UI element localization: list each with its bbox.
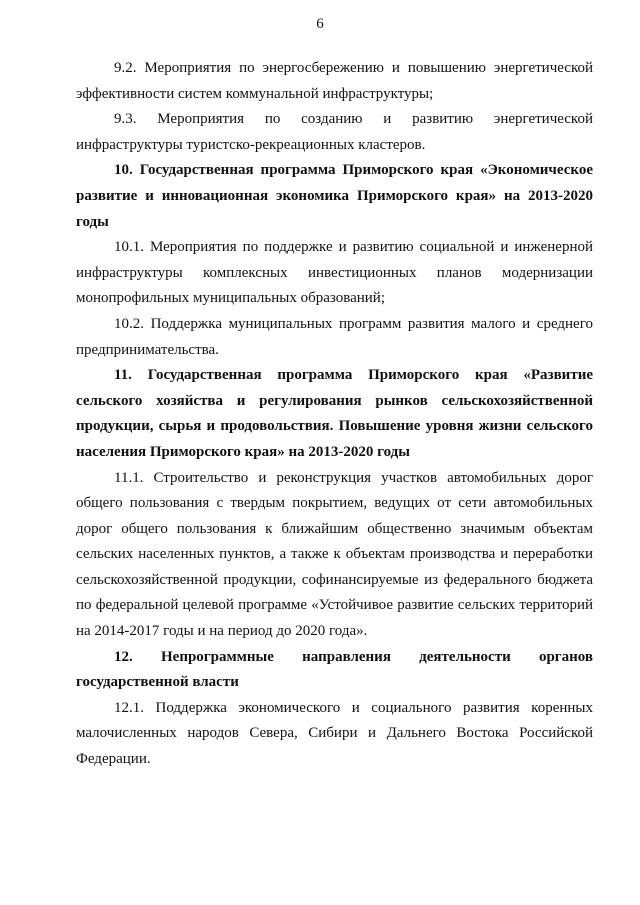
paragraph-10-2: 10.2. Поддержка муниципальных программ развития малого и среднего предпринимательства. xyxy=(76,315,593,358)
document-body xyxy=(76,56,593,773)
paragraph-10-1: 10.1. Мероприятия по поддержке и развитию социальной и инженерной инфраструктуры комплексных инвестиционных планов модернизации монопрофильных муниципальных образований; xyxy=(76,239,593,307)
page-number: 6 xyxy=(316,16,324,32)
paragraph-9-2: 9.2. Мероприятия по энергосбережению и повышению энергетической эффективности систем коммунальной инфраструктуры; xyxy=(76,60,593,102)
paragraph-9-3: 9.3. Мероприятия по созданию и развитию энергетической инфраструктуры туристско-рекреационных кластеров. xyxy=(76,111,593,153)
section-heading-12: 12. Непрограммные направления деятельности органов государственной власти xyxy=(76,648,593,691)
paragraph-12-1: 12.1. Поддержка экономического и социального развития коренных малочисленных народов Севера, Сибири и Дальнего Востока Российской Федерации. xyxy=(76,699,593,768)
section-heading-10: 10. Государственная программа Приморского края «Экономическое развитие и инновационная экономика Приморского края» на 2013-2020 годы xyxy=(76,162,593,230)
paragraph-11-1: 11.1. Строительство и реконструкция участков автомобильных дорог общего пользования с твердым покрытием, ведущих от сети автомобильных дорог общего пользования к ближайшим общественно значимым объектам сельских населенных пунктов, а также к объектам производства и переработки сельскохозяйственной продукции, софинансируемые из федерального бюджета по федеральной целевой программе «Устойчивое развитие сельских территорий на 2014-2017 годы и на период до 2020 года». xyxy=(76,469,593,640)
section-heading-11: 11. Государственная программа Приморского края «Развитие сельского хозяйства и регулирования рынков сельскохозяйственной продукции, сырья и продовольствия. Повышение уровня жизни сельского населения Приморского края» на 2013-2020 годы xyxy=(76,367,593,460)
